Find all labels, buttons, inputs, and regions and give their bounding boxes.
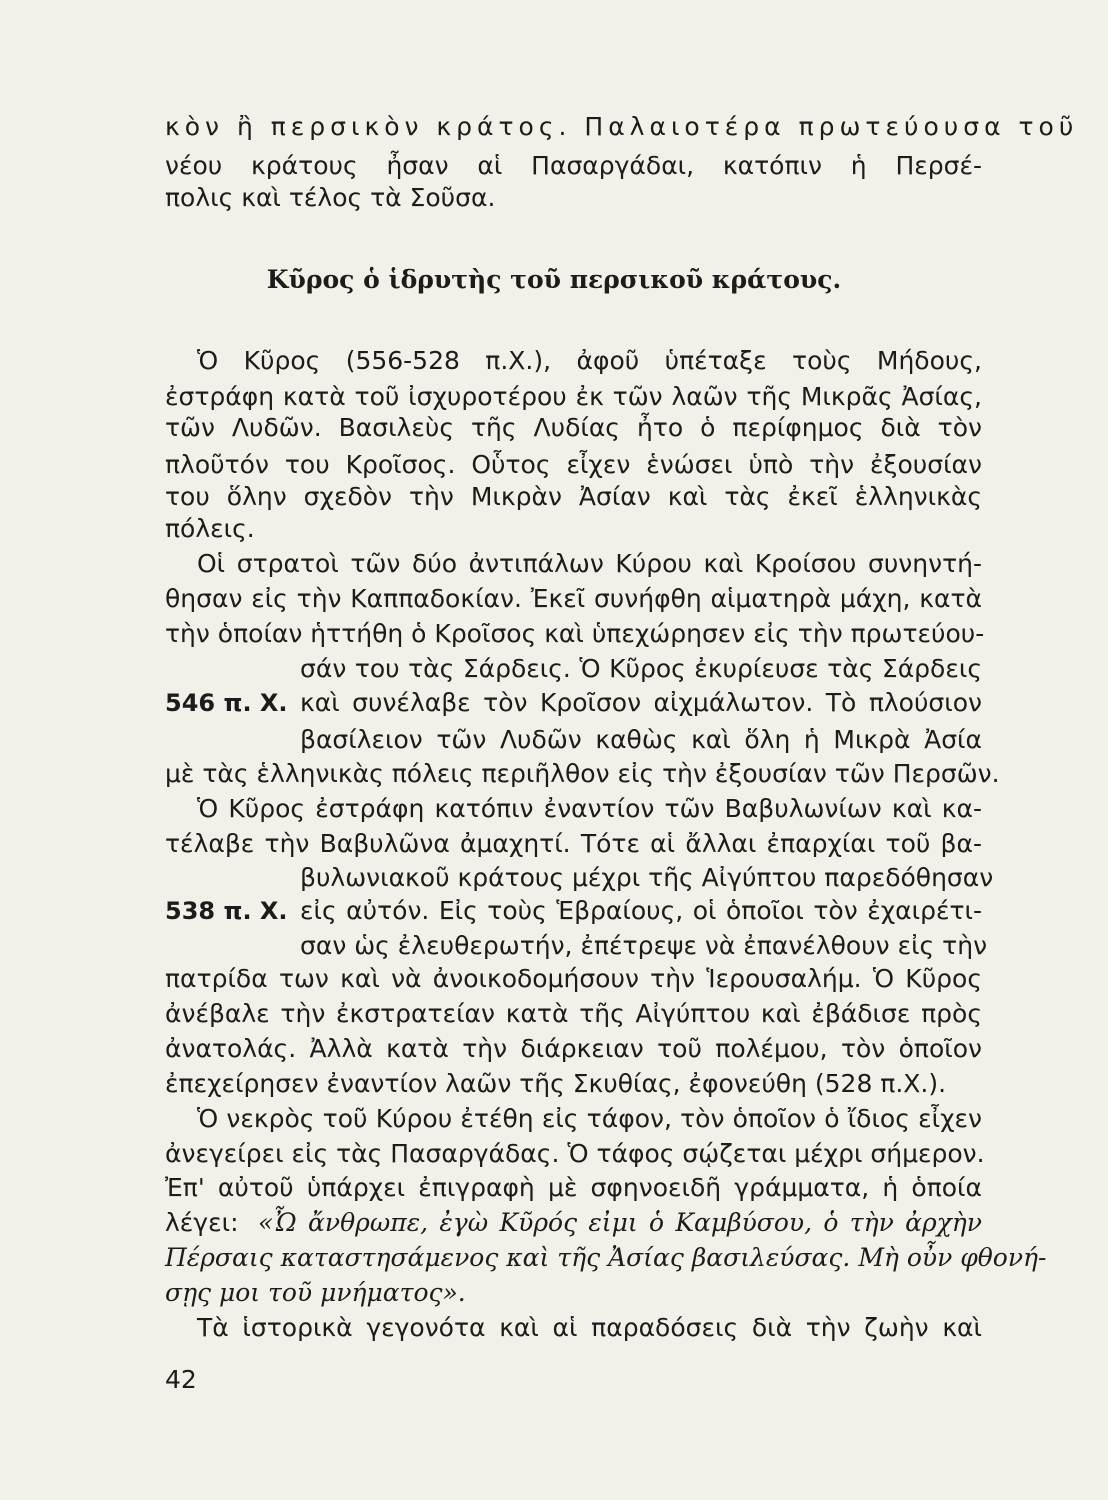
text-line-15: βασίλειον τῶν Λυδῶν καθὼς καὶ ὅλη ἡ Μικρὰ Ἀσία bbox=[300, 725, 982, 754]
text-line-4: Ὁ Κῦρος (556-528 π.Χ.), ἀφοῦ ὑπέταξε τοὺς Μήδους, bbox=[197, 346, 982, 375]
inscription-line-3: σῃς μοι τοῦ μνήματος». bbox=[165, 1278, 466, 1307]
text-line-6: τῶν Λυδῶν. Βασιλεὺς τῆς Λυδίας ἦτο ὁ περίφημος διὰ τὸν bbox=[165, 413, 982, 442]
text-line-7: πλοῦτόν του Κροῖσος. Οὗτος εἶχεν ἑνώσει ὑπὸ τὴν ἐξουσίαν bbox=[165, 450, 982, 479]
text-line-27: ἀνεγείρει εἰς τὰς Πασαργάδας. Ὁ τάφος σῴζεται μέχρι σήμερον. bbox=[165, 1139, 985, 1168]
text-line-16: μὲ τὰς ἑλληνικὰς πόλεις περιῆλθον εἰς τὴν ἐξουσίαν τῶν Περσῶν. bbox=[165, 759, 1000, 788]
text-line-17: Ὁ Κῦρος ἐστράφη κατόπιν ἐναντίον τῶν Βαβυλωνίων καὶ κα- bbox=[197, 794, 982, 823]
text-line-10: Οἱ στρατοὶ τῶν δύο ἀντιπάλων Κύρου καὶ Κροίσου συνηντή- bbox=[197, 549, 982, 578]
text-line-12: τὴν ὁποίαν ἡττήθη ὁ Κροῖσος καὶ ὑπεχώρησεν εἰς τὴν πρωτεύου- bbox=[165, 619, 985, 648]
text-line-8: του ὅλην σχεδὸν τὴν Μικρὰν Ἀσίαν καὶ τὰς ἐκεῖ ἑλληνικὰς bbox=[165, 482, 982, 511]
text-line-3: πολις καὶ τέλος τὰ Σοῦσα. bbox=[165, 183, 496, 212]
text-line-13: σάν του τὰς Σάρδεις. Ὁ Κῦρος ἐκυρίευσε τὰς Σάρδεις bbox=[300, 654, 982, 683]
text-line-21: σαν ὡς ἐλευθερωτήν, ἐπέτρεψε νὰ ἐπανέλθουν εἰς τὴν bbox=[300, 931, 988, 960]
text-line-25: ἐπεχείρησεν ἐναντίον λαῶν τῆς Σκυθίας, ἐφονεύθη (528 π.Χ.). bbox=[165, 1069, 947, 1098]
text-line-2: νέου κράτους ἦσαν αἱ Πασαργάδαι, κατόπιν ἡ Περσέ- bbox=[165, 151, 982, 180]
text-line-24: ἀνατολάς. Ἀλλὰ κατὰ τὴν διάρκειαν τοῦ πολέμου, τὸν ὁποῖον bbox=[165, 1034, 982, 1063]
text-line-30: Τὰ ἱστορικὰ γεγονότα καὶ αἱ παραδόσεις διὰ τὴν ζωὴν καὶ bbox=[197, 1313, 982, 1342]
text-line-23: ἀνέβαλε τὴν ἐκστρατείαν κατὰ τῆς Αἰγύπτου καὶ ἐβάδισε πρὸς bbox=[165, 999, 982, 1028]
inscription-line-2: Πέρσαις καταστησάμενος καὶ τῆς Ἀσίας βασιλεύσας. Μὴ οὖν φθονή- bbox=[165, 1243, 1047, 1272]
page-number: 42 bbox=[165, 1365, 197, 1394]
text-line-18: τέλαβε τὴν Βαβυλῶνα ἀμαχητί. Τότε αἱ ἄλλαι ἐπαρχίαι τοῦ βα- bbox=[165, 829, 982, 858]
text-line-14: καὶ συνέλαβε τὸν Κροῖσον αἰχμάλωτον. Τὸ πλούσιον bbox=[300, 688, 982, 717]
inscription-line-1: «Ὦ ἄνθρωπε, ἐγὼ Κῦρός εἰμι ὁ Καμβύσου, ὁ τὴν ἀρχὴν bbox=[258, 1208, 982, 1237]
margin-date-546: 546 π. Χ. bbox=[165, 689, 288, 717]
section-heading: Κῦρος ὁ ἱδρυτὴς τοῦ περσικοῦ κράτους. bbox=[266, 265, 842, 294]
text-line-9: πόλεις. bbox=[165, 514, 255, 543]
text-line-1: κὸν ἢ περσικὸν κράτος. Παλαιοτέρα πρωτεύουσα τοῦ bbox=[165, 112, 1079, 141]
text-line-11: θησαν εἰς τὴν Καππαδοκίαν. Ἐκεῖ συνήφθη αἱματηρὰ μάχη, κατὰ bbox=[165, 584, 982, 613]
text-line-20: εἰς αὐτόν. Εἰς τοὺς Ἑβραίους, οἱ ὁποῖοι τὸν ἐχαιρέτι- bbox=[300, 896, 982, 925]
text-line-29: λέγει: bbox=[165, 1208, 239, 1237]
text-line-5: ἐστράφη κατὰ τοῦ ἰσχυροτέρου ἐκ τῶν λαῶν τῆς Μικρᾶς Ἀσίας, bbox=[165, 382, 982, 411]
text-line-28: Ἐπ' αὐτοῦ ὑπάρχει ἐπιγραφὴ μὲ σφηνοειδῆ γράμματα, ἡ ὁποία bbox=[165, 1173, 982, 1202]
text-line-26: Ὁ νεκρὸς τοῦ Κύρου ἐτέθη εἰς τάφον, τὸν ὁποῖον ὁ ἴδιος εἶχεν bbox=[197, 1104, 982, 1133]
margin-date-538: 538 π. Χ. bbox=[165, 897, 288, 925]
text-line-22: πατρίδα των καὶ νὰ ἀνοικοδομήσουν τὴν Ἱερουσαλήμ. Ὁ Κῦρος bbox=[165, 964, 982, 993]
text-line-19: βυλωνιακοῦ κράτους μέχρι τῆς Αἰγύπτου παρεδόθησαν bbox=[300, 863, 994, 892]
